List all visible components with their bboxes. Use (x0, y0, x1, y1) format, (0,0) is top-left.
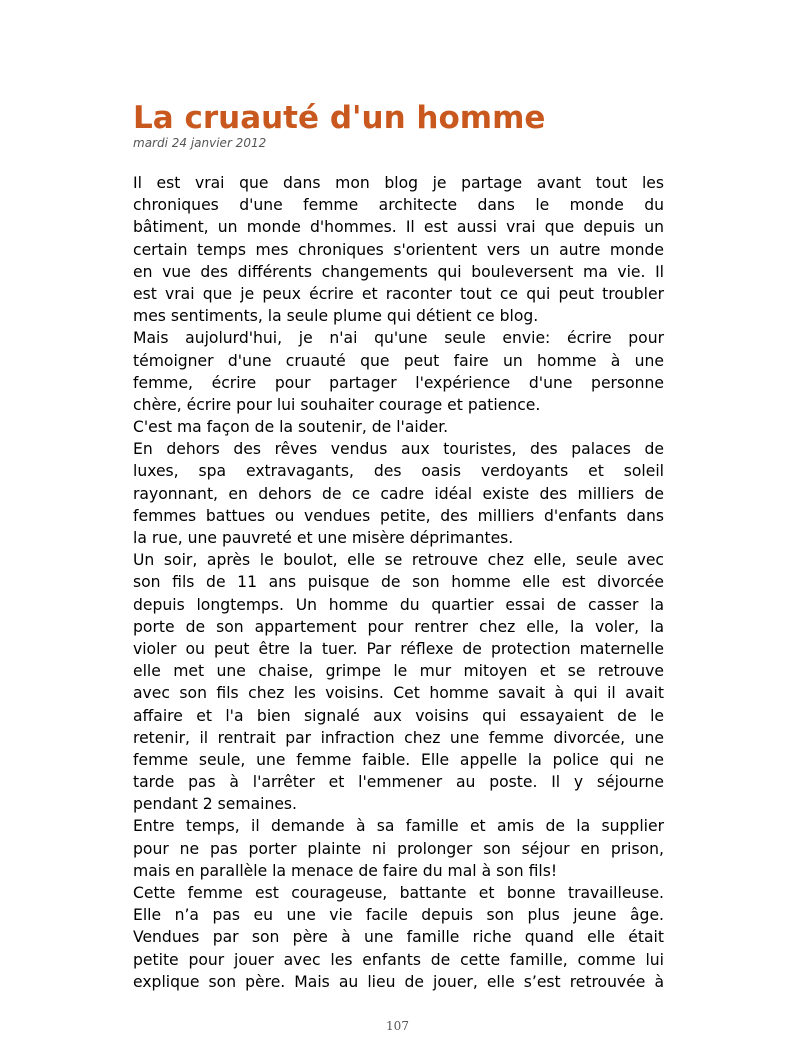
body-line: est vrai que je peux écrire et raconter tout ce qui peut troubler (133, 284, 664, 303)
body-line: témoigner d'une cruauté que peut faire un homme à une (133, 351, 664, 370)
body-line: depuis longtemps. Un homme du quartier essai de casser la (133, 595, 664, 614)
body-line: elle met une chaise, grimpe le mur mitoyen et se retrouve (133, 662, 664, 681)
body-line: tarde pas à l'arrêter et l'emmener au poste. Il y séjourne (133, 773, 664, 792)
body-line: Vendues par son père à une famille riche quand elle était (133, 928, 664, 947)
body-line: bâtiment, un monde d'hommes. Il est aussi vrai que depuis un (133, 218, 664, 237)
body-line: Un soir, après le boulot, elle se retrouve chez elle, seule avec (133, 551, 664, 570)
body-line: mais en parallèle la menace de faire du mal à son fils! (133, 861, 558, 880)
body-line: son fils de 11 ans puisque de son homme elle est divorcée (133, 573, 664, 592)
body-line: avec son fils chez les voisins. Cet homme savait à qui il avait (133, 684, 664, 703)
body-line: explique son père. Mais au lieu de jouer, elle s’est retrouvée à (133, 972, 664, 991)
body-line: pour ne pas porter plainte ni prolonger son séjour en prison, (133, 839, 664, 858)
body-line: retenir, il rentrait par infraction chez une femme divorcée, une (133, 728, 664, 747)
body-line: Elle n’a pas eu une vie facile depuis son plus jeune âge. (133, 906, 664, 925)
body-line: la rue, une pauvreté et une misère déprimantes. (133, 529, 514, 547)
body-line: femmes battues ou vendues petite, des milliers d'enfants dans (133, 506, 664, 525)
body-line: affaire et l'a bien signalé aux voisins qui essayaient de le (133, 706, 664, 725)
body-line: femme, écrire pour partager l'expérience d'une personne (133, 373, 664, 392)
body-line: En dehors des rêves vendus aux touristes, des palaces de (133, 440, 664, 459)
article-body (133, 172, 664, 993)
body-line: femme seule, une femme faible. Elle appelle la police qui ne (133, 750, 664, 769)
article-title: La cruauté d'un homme (133, 100, 546, 136)
body-line: chroniques d'une femme architecte dans le monde du (133, 196, 664, 215)
body-line: chère, écrire pour lui souhaiter courage et patience. (133, 395, 541, 414)
body-line: C'est ma façon de la soutenir, de l'aider. (133, 418, 449, 437)
body-line: certain temps mes chroniques s'orientent vers un autre monde (133, 240, 664, 259)
body-line: violer ou peut être la tuer. Par réflexe de protection maternelle (133, 639, 664, 658)
body-line: mes sentiments, la seule plume qui détient ce blog. (133, 307, 539, 326)
body-line: Mais aujolurd'hui, je n'ai qu'une seule envie: écrire pour (133, 329, 664, 348)
body-line: Il est vrai que dans mon blog je partage avant tout les (133, 174, 664, 192)
body-line: luxes, spa extravagants, des oasis verdoyants et soleil (133, 462, 664, 481)
body-line: porte de son appartement pour rentrer chez elle, la voler, la (133, 617, 664, 636)
body-line: pendant 2 semaines. (133, 795, 298, 814)
body-line: Cette femme est courageuse, battante et bonne travailleuse. (133, 884, 664, 902)
page-number: 107 (386, 1019, 409, 1033)
body-line: Entre temps, il demande à sa famille et amis de la supplier (133, 817, 664, 836)
body-line: en vue des différents changements qui bouleversent ma vie. Il (133, 262, 664, 281)
article-date: mardi 24 janvier 2012 (133, 136, 267, 150)
body-line: petite pour jouer avec les enfants de cette famille, comme lui (133, 950, 664, 969)
body-line: rayonnant, en dehors de ce cadre idéal existe des milliers de (133, 484, 664, 503)
